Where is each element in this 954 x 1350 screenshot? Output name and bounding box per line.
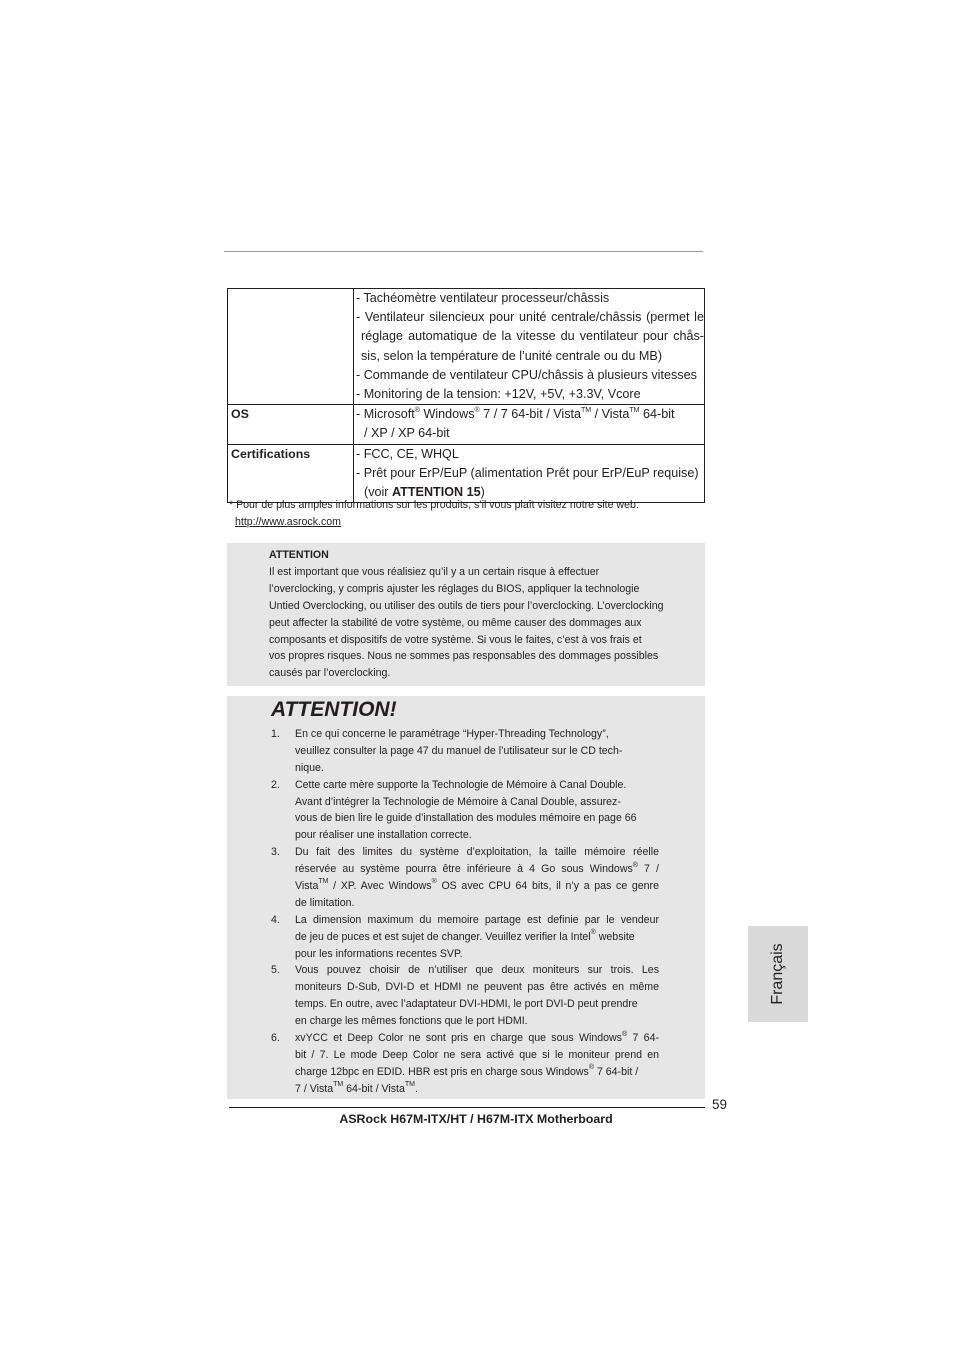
cert-line: - FCC, CE, WHQL (356, 446, 459, 461)
language-tab (748, 926, 808, 1022)
language-tab-label: Français (769, 943, 786, 1005)
footer-title: ASRock H67M-ITX/HT / H67M-ITX Motherboard (339, 1112, 613, 1126)
footnote (229, 497, 639, 531)
fan-line: - Ventilateur silencieux pour unité centrale/châssis (permet le (356, 310, 704, 325)
list-item: 3. Du fait des limites du système d’exploitation, la taille mémoire réelle réservée au système pourra être inférieure à 4 Go sous Windows® 7 / Vista™ / XP. Avec Windows® OS avec CPU 64 bits, il n’y a pas ce genre de limitation. (271, 846, 659, 909)
os-line: / XP / XP 64-bit (364, 426, 450, 441)
list-item: 1. En ce qui concerne le paramétrage “Hyper-Threading Technology”, veuillez consulter la page 47 du manuel de l’utilisateur sur le CD tech- nique. (271, 728, 623, 774)
table-row (228, 444, 705, 503)
fan-line: - Tachéomètre ventilateur processeur/châssis (356, 291, 610, 305)
spec-table (227, 288, 705, 503)
certifications-value-cell (354, 444, 705, 503)
attention-title: ATTENTION! (271, 698, 397, 721)
attention-line: vos propres risques. Nous ne sommes pas responsables des dommages possibles (269, 650, 659, 663)
os-label: OS (228, 405, 354, 444)
os-line: - Microsoft® Windows® 7 / 7 64-bit / Vista™ / Vista™ 64-bit (356, 406, 675, 422)
attention-line: composants et dispositifs de votre système. Si vous le faites, c’est à vos frais et (269, 633, 642, 646)
attention-line: peut affecter la stabilité de votre système, ou même causer des dommages aux (269, 616, 642, 629)
table-row (228, 289, 705, 405)
list-item: 6. xvYCC et Deep Color ne sont pris en charge que sous Windows® 7 64- bit / 7. Le mode Deep Color ne sera activé que si le moniteur prend en charge 12bpc en EDID. HBR est pris en charge sous Windows® 7 64-bit / 7 / Vista™ 64-bit / Vista™. (271, 1030, 659, 1095)
fan-line: - Commande de ventilateur CPU/châssis à plusieurs vitesses (356, 367, 697, 382)
fan-value-cell (354, 289, 705, 405)
attention-line: Il est important que vous réalisiez qu’il y a un certain risque à effectuer (269, 565, 600, 578)
page-number: 59 (712, 1097, 728, 1112)
cert-line: - Prêt pour ErP/EuP (alimentation Prêt pour ErP/EuP requise) (356, 465, 699, 480)
website-link[interactable]: http://www.asrock.com (235, 516, 341, 528)
attention-box (227, 543, 705, 686)
list-item: 2. Cette carte mère supporte la Technologie de Mémoire à Canal Double. Avant d’intégrer la Technologie de Mémoire à Canal Double, assurez- vous de bien lire le guide d’installation des modules mémoire en page 66 pour réaliser une installation correcte. (271, 778, 637, 842)
top-rule (224, 251, 703, 252)
cert-line: (voir ATTENTION 15) (364, 484, 485, 499)
attention-heading: ATTENTION (269, 549, 329, 561)
attention-notes-box (227, 696, 705, 1099)
list-item: 4. La dimension maximum du memoire partage est definie par le vendeur de jeu de puces et est sujet de changer. Veuillez verifier la Intel® website pour les informations recentes SVP. (271, 913, 659, 960)
footnote-text: * Pour de plus amples informations sur les produits, s’il vous plaît visitez notre site web: (229, 499, 639, 511)
list-item: 5. Vous pouvez choisir de n’utiliser que deux moniteurs sur trois. Les moniteurs D-Sub, DVI-D et HDMI ne peuvent pas être activés en même temps. En outre, avec l’adaptateur DVI-HDMI, le port DVI-D peut prendre en charge les mêmes fonctions que le port HDMI. (271, 964, 659, 1028)
certifications-label: Certifications (228, 444, 354, 503)
attention-line: l’overclocking, y compris ajuster les réglages du BIOS, appliquer la technologie (269, 582, 640, 595)
bottom-rule (229, 1107, 705, 1108)
table-row (228, 405, 705, 444)
fan-line: sis, selon la température de l’unité centrale ou du MB) (361, 348, 663, 363)
fan-line: - Monitoring de la tension: +12V, +5V, +3.3V, Vcore (356, 386, 641, 401)
os-value-cell (354, 405, 705, 444)
fan-line: réglage automatique de la vitesse du ventilateur pour chås- (361, 329, 704, 344)
attention-line: Untied Overclocking, ou utiliser des outils de tiers pour l’overclocking. L’overclocking (269, 599, 664, 612)
attention-line: causés par l’overclocking. (269, 667, 391, 680)
fan-label-cell (228, 289, 354, 405)
attention-list (271, 726, 659, 1098)
